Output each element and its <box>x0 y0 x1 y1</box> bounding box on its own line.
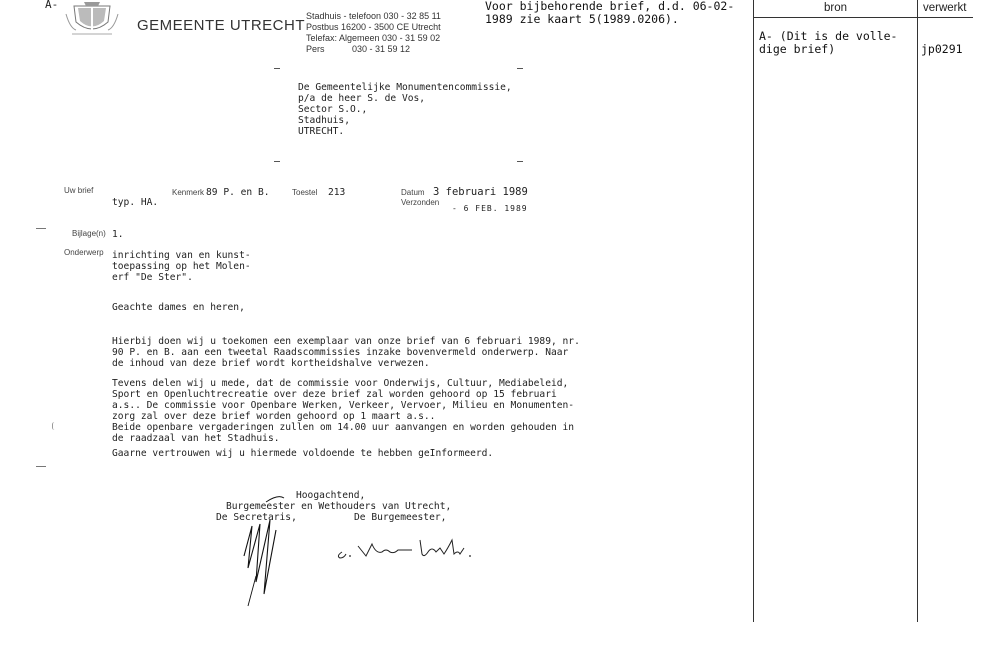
recipient-line: De Gemeentelijke Monumentencommissie, <box>298 82 512 93</box>
secretaris-signature <box>226 490 306 608</box>
body-line: de inhoud van deze brief wordt kortheidshalve verwezen. <box>112 358 430 369</box>
window-mark <box>274 161 280 162</box>
closing-greeting: Hoogachtend, <box>296 490 366 501</box>
onderwerp-label: Onderwerp <box>64 248 104 257</box>
body-line: Tevens delen wij u mede, dat de commissie voor Onderwijs, Cultuur, Mediabeleid, <box>112 378 569 389</box>
bijlagen-value: 1. <box>112 229 124 240</box>
body-line: Gaarne vertrouwen wij u hiermede voldoende te hebben geInformeerd. <box>112 448 494 459</box>
window-mark <box>517 68 523 69</box>
margin-mark <box>52 422 57 430</box>
window-mark <box>517 161 523 162</box>
kenmerk-value: 89 P. en B. <box>206 187 270 198</box>
fold-mark <box>36 466 46 467</box>
annotation-line: Voor bijbehorende brief, d.d. 06-02- <box>485 0 735 13</box>
window-mark <box>274 68 280 69</box>
datum-value: 3 februari 1989 <box>433 186 528 198</box>
burgemeester-label: De Burgemeester, <box>354 512 447 523</box>
body-line: a.s.. De commissie voor Openbare Werken, Verkeer, Vervoer, Milieu en Monumenten- <box>112 400 575 411</box>
bijlagen-label: Bijlage(n) <box>72 229 106 238</box>
contact-line: Telefax: Algemeen 030 - 31 59 02 <box>306 33 441 43</box>
col-header-verwerkt: verwerkt <box>923 2 967 14</box>
contact-line: Stadhuis - telefoon 030 - 32 85 11 <box>306 11 441 21</box>
kenmerk-label: Kenmerk <box>172 188 205 197</box>
secretaris-label: De Secretaris, <box>216 512 297 523</box>
toestel-value: 213 <box>328 187 346 198</box>
burgemeester-signature <box>334 534 476 562</box>
fold-mark <box>36 228 46 229</box>
body-line: Sport en Openluchtrecreatie over deze brief zal worden gehoord op 15 februari <box>112 389 557 400</box>
salutation: Geachte dames en heren, <box>112 302 245 313</box>
closing-authority: Burgemeester en Wethouders van Utrecht, <box>226 501 452 512</box>
onderwerp-line: inrichting van en kunst- <box>112 250 251 261</box>
verwerkt-value: jp0291 <box>921 42 963 56</box>
table-border-mid <box>917 0 918 622</box>
uw-brief-label: Uw brief <box>64 186 94 195</box>
body-line: Hierbij doen wij u toekomen een exemplaar van onze brief van 6 februari 1989, nr. <box>112 336 580 347</box>
table-header-rule <box>753 17 973 18</box>
onderwerp-line: toepassing op het Molen- <box>112 261 251 272</box>
contact-line: Postbus 16200 - 3500 CE Utrecht <box>306 22 441 32</box>
onderwerp-line: erf "De Ster". <box>112 272 193 283</box>
datum-label: Datum <box>401 188 425 197</box>
contact-line: Pers 030 - 31 59 12 <box>306 44 411 54</box>
toestel-label: Toestel <box>292 188 318 197</box>
recipient-line: UTRECHT. <box>298 126 345 137</box>
body-line: 90 P. en B. aan een tweetal Raadscommissies inzake bovenvermeld onderwerp. Naar <box>112 347 569 358</box>
bron-line: A- (Dit is de volle- <box>759 29 898 43</box>
body-line: de raadzaal van het Stadhuis. <box>112 433 280 444</box>
verzonden-stamp: - 6 FEB. 1989 <box>452 204 528 213</box>
municipal-coat-of-arms-logo <box>64 0 120 40</box>
municipality-name: GEMEENTE UTRECHT <box>137 17 306 34</box>
uw-brief-value: typ. HA. <box>112 197 159 208</box>
recipient-line: p/a de heer S. de Vos, <box>298 93 426 104</box>
bron-line: dige brief) <box>759 42 836 56</box>
verzonden-label: Verzonden <box>401 198 440 207</box>
recipient-line: Stadhuis, <box>298 115 350 126</box>
col-header-bron: bron <box>823 2 848 14</box>
recipient-line: Sector S.O., <box>298 104 368 115</box>
annotation-line: 1989 zie kaart 5(1989.0206). <box>485 12 679 26</box>
table-border-left <box>753 0 754 622</box>
body-line: zorg zal over deze brief worden gehoord op 1 maart a.s.. <box>112 411 436 422</box>
page-mark: A- <box>45 0 59 11</box>
body-line: Beide openbare vergaderingen zullen om 14.00 uur aanvangen en worden gehouden in <box>112 422 575 433</box>
